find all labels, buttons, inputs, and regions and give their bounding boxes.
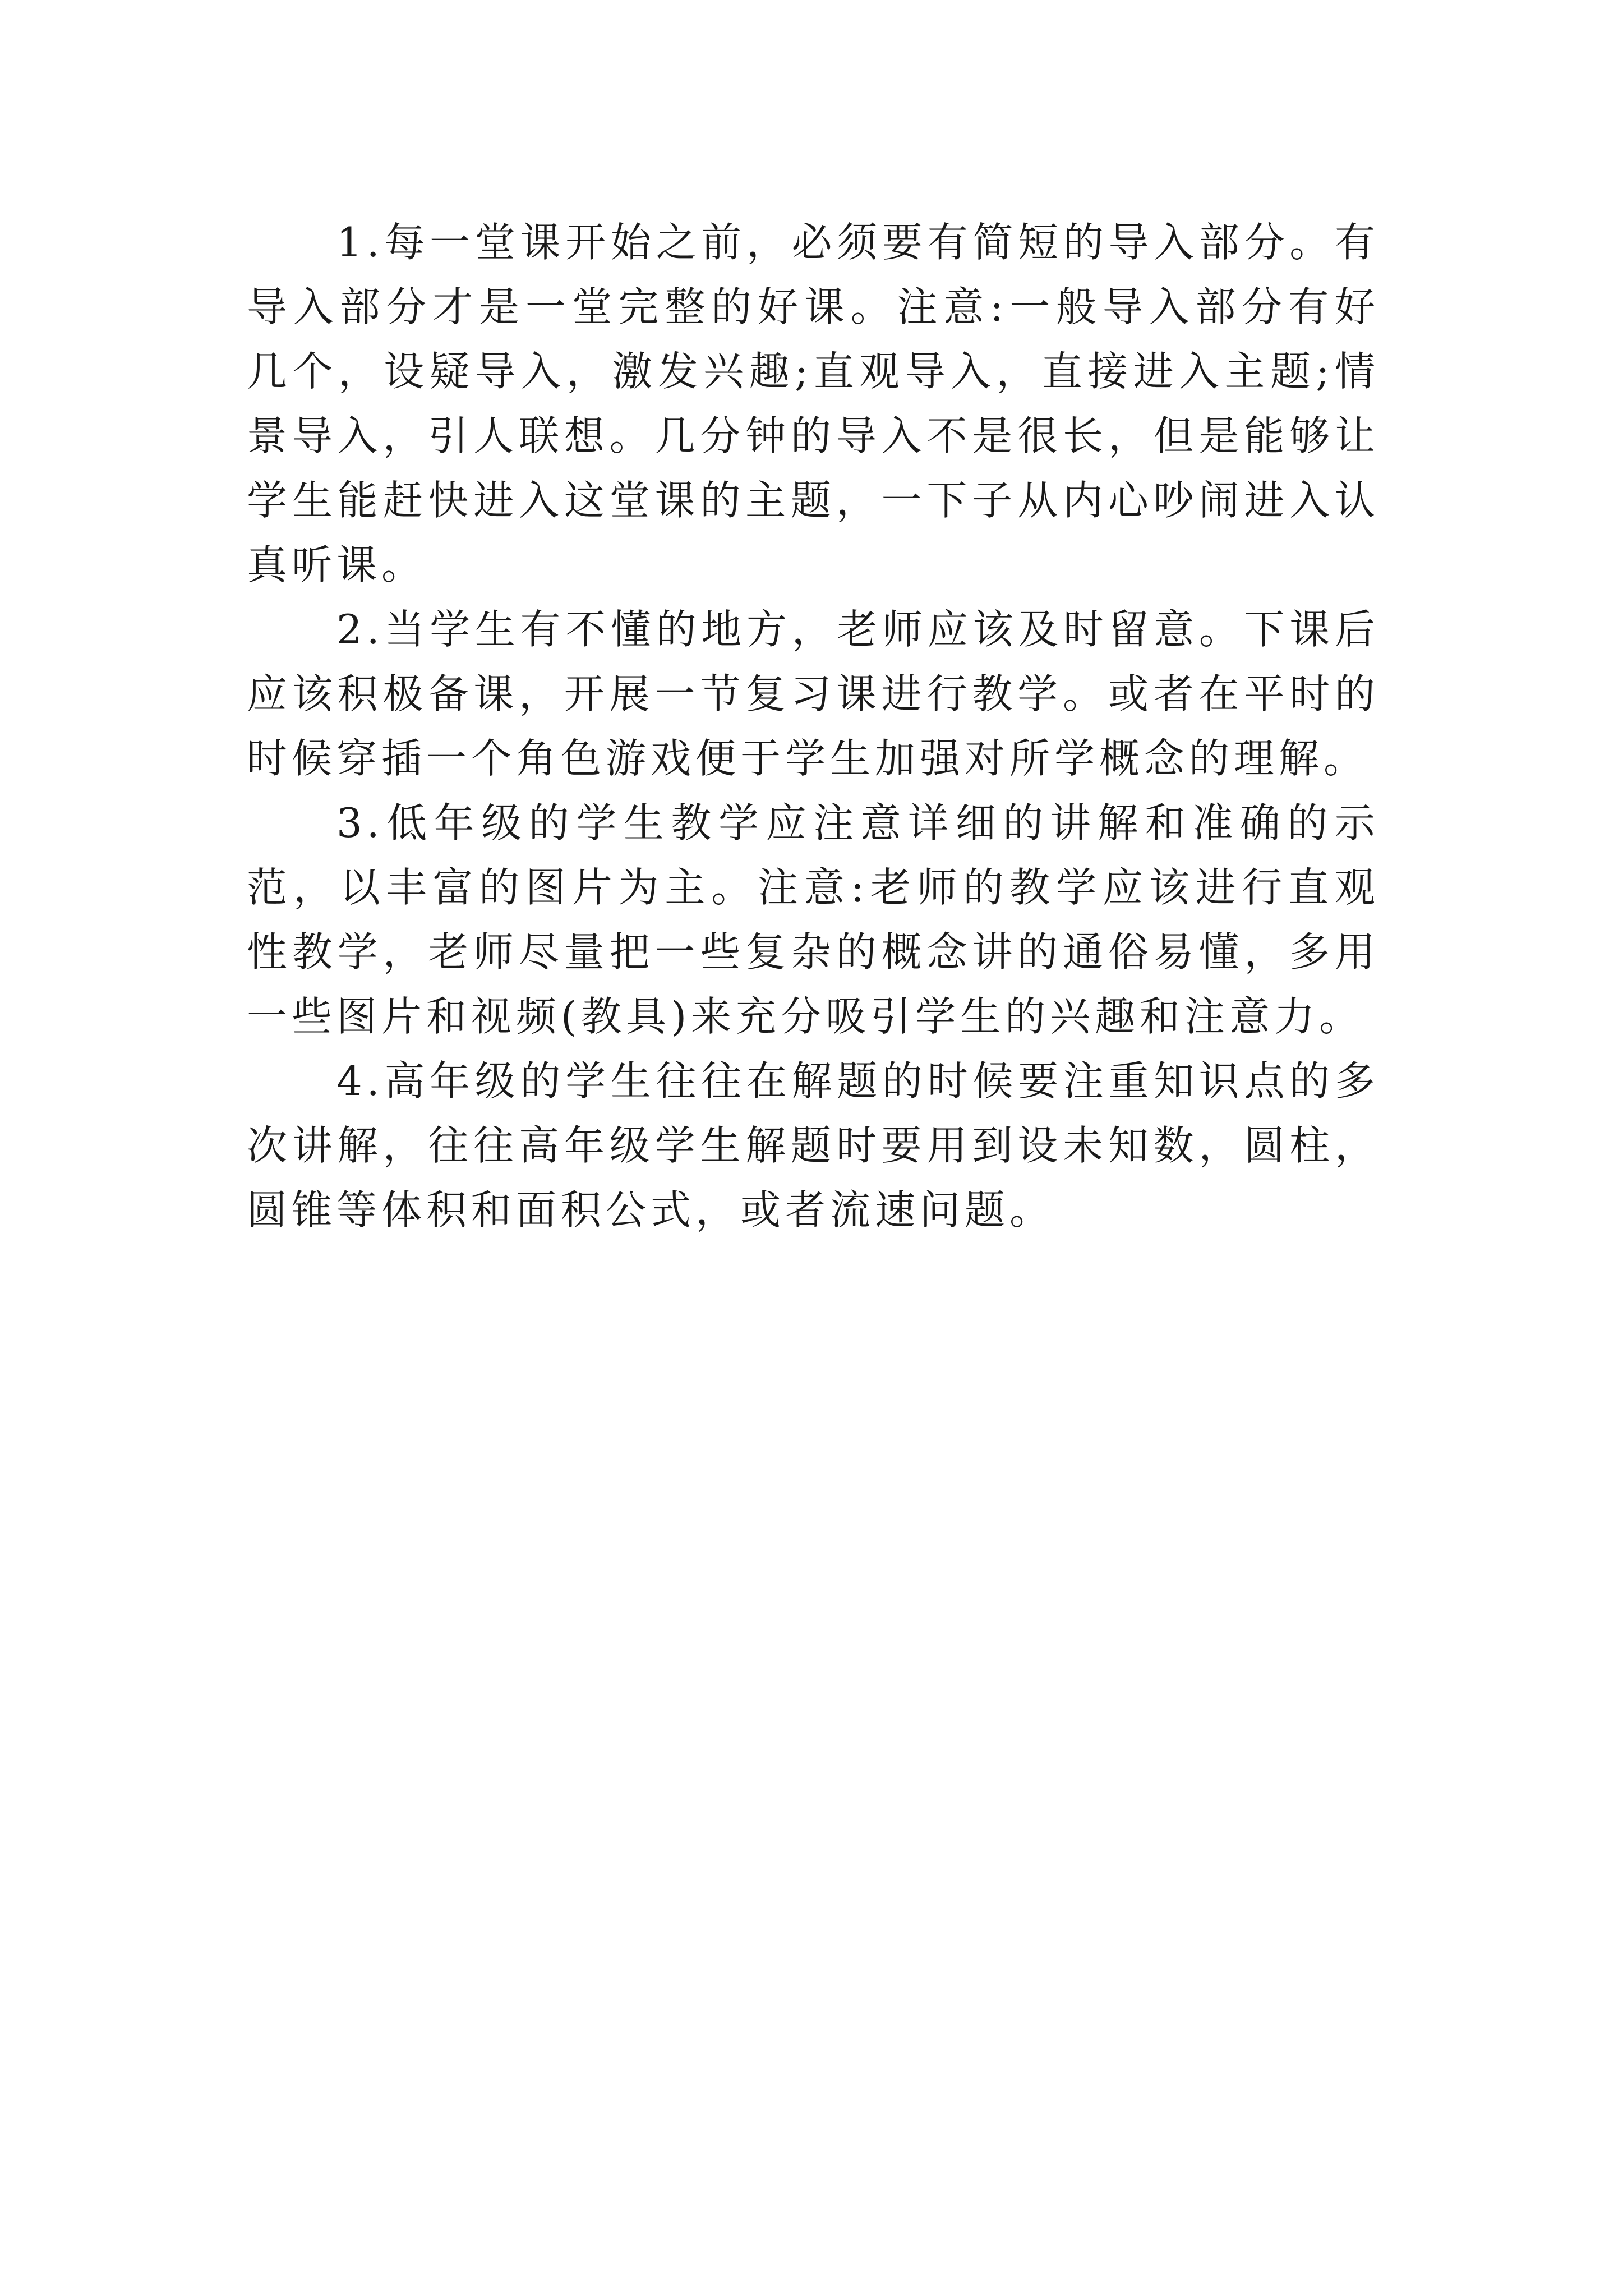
- paragraph-1: 1.每一堂课开始之前，必须要有简短的导入部分。有导入部分才是一堂完整的好课。注意:一般导入部分有好几个，设疑导入，激发兴趣;直观导入，直接进入主题;情景导入，引人联想。几分钟的导入不是很长，但是能够让学生能赶快进入这堂课的主题，一下子从内心吵闹进入认真听课。: [247, 219, 1380, 588]
- paragraph-3: 3.低年级的学生教学应注意详细的讲解和准确的示范，以丰富的图片为主。注意:老师的教学应该进行直观性教学，老师尽量把一些复杂的概念讲的通俗易懂，多用一些图片和视频(教具)来充分吸引学生的兴趣和注意力。: [247, 799, 1380, 1040]
- document-body: [247, 210, 1380, 1243]
- paragraph-2: 2.当学生有不懂的地方，老师应该及时留意。下课后应该积极备课，开展一节复习课进行教学。或者在平时的时候穿插一个角色游戏便于学生加强对所学概念的理解。: [247, 606, 1380, 782]
- paragraph-4: 4.高年级的学生往往在解题的时候要注重知识点的多次讲解，往往高年级学生解题时要用到设未知数，圆柱，圆锥等体积和面积公式，或者流速问题。: [247, 1057, 1380, 1234]
